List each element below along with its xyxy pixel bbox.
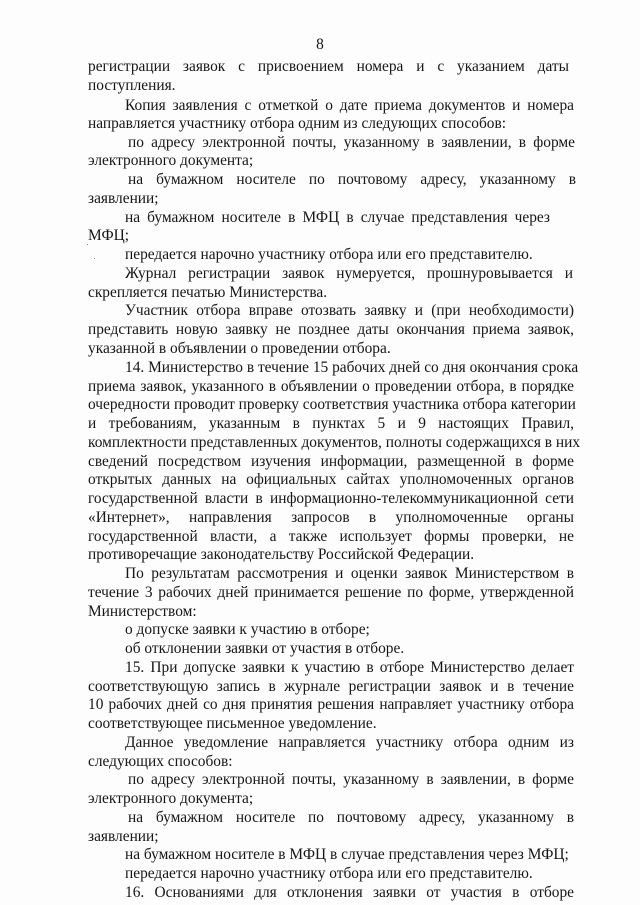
page-number: 8 — [316, 36, 324, 53]
text-line: на бумажном носителе по почтовому адресу, указанному в — [128, 809, 574, 826]
text-line: электронного документа; — [88, 790, 254, 807]
text-line: и требованиям, указанным в пунктах 5 и 9 настоящих Правил, — [88, 415, 574, 432]
text-line: электронного документа; — [88, 152, 254, 169]
text-line: 16. Основаниями для отклонения заявки от участия в отборе — [125, 884, 574, 901]
text-line: приема заявок, указанного в объявлении о проведении отбора, в порядке — [88, 378, 574, 395]
text-line: По результатам рассмотрения и оценки заявок Министерством в — [125, 565, 574, 582]
text-line: Участник отбора вправе отозвать заявку и (при необходимости) — [125, 302, 574, 319]
text-line: Министерством: — [88, 603, 197, 620]
text-line: Журнал регистрации заявок нумеруется, прошнуровывается и — [125, 265, 573, 282]
text-line: на бумажном носителе в МФЦ в случае представления через МФЦ; — [125, 846, 569, 863]
text-line: государственной власти, а также использует формы проверки, не — [88, 528, 574, 545]
text-line: МФЦ; — [88, 227, 130, 244]
text-line: противоречащие законодательству Российской Федерации. — [88, 546, 475, 563]
scan-speck — [94, 258, 95, 259]
text-line: передается нарочно участнику отбора или его представителю. — [125, 865, 533, 882]
text-line: на бумажном носителе в МФЦ в случае представления через — [125, 209, 550, 226]
text-line: заявлении; — [88, 828, 159, 845]
text-line: о допуске заявки к участию в отборе; — [125, 621, 370, 638]
text-line: Копия заявления с отметкой о дате приема документов и номера — [125, 97, 574, 114]
text-line: государственной власти в информационно-телекоммуникационной сети — [88, 490, 574, 507]
text-line: на бумажном носителе по почтовому адресу, указанному в — [128, 171, 576, 188]
text-line: по адресу электронной почты, указанному в заявлении, в форме — [128, 771, 574, 788]
text-line: передается нарочно участнику отбора или его представителю. — [125, 246, 533, 263]
text-line: по адресу электронной почты, указанному в заявлении, в форме — [128, 134, 575, 151]
text-line: «Интернет», направления запросов в уполномоченные органы — [88, 509, 574, 526]
text-line: указанной в объявлении о проведении отбора. — [88, 340, 391, 357]
text-line: скрепляется печатью Министерства. — [88, 284, 328, 301]
text-line: комплектности представленных документов, полноты содержащихся в них — [88, 434, 581, 451]
scan-speck — [87, 244, 88, 245]
text-line: об отклонении заявки от участия в отборе. — [125, 640, 405, 657]
text-line: сведений посредством изучения информации, размещенной в форме — [88, 453, 574, 470]
text-line: поступления. — [88, 77, 176, 94]
text-line: направляется участнику отбора одним из следующих способов: — [88, 115, 507, 132]
text-line: соответствующую запись в журнале регистрации заявок и в течение — [88, 678, 574, 695]
text-line: следующих способов: — [88, 753, 233, 770]
text-line: очередности проводит проверку соответствия участника отбора категории — [88, 396, 576, 413]
text-line: 10 рабочих дней со дня принятия решения направляет участнику отбора — [88, 696, 574, 713]
text-line: представить новую заявку не позднее даты окончания приема заявок, — [88, 321, 574, 338]
text-line: 14. Министерство в течение 15 рабочих дней со дня окончания срока — [125, 359, 579, 376]
text-line: Данное уведомление направляется участнику отбора одним из — [125, 734, 574, 751]
text-line: течение 3 рабочих дней принимается решение по форме, утвержденной — [88, 584, 574, 601]
text-line: регистрации заявок с присвоением номера и с указанием даты — [88, 58, 569, 75]
text-line: 15. При допуске заявки к участию в отборе Министерство делает — [125, 659, 574, 676]
text-line: соответствующее письменное уведомление. — [88, 715, 377, 732]
text-line: открытых данных на официальных сайтах уполномоченных органов — [88, 471, 574, 488]
text-line: заявлении; — [88, 190, 159, 207]
